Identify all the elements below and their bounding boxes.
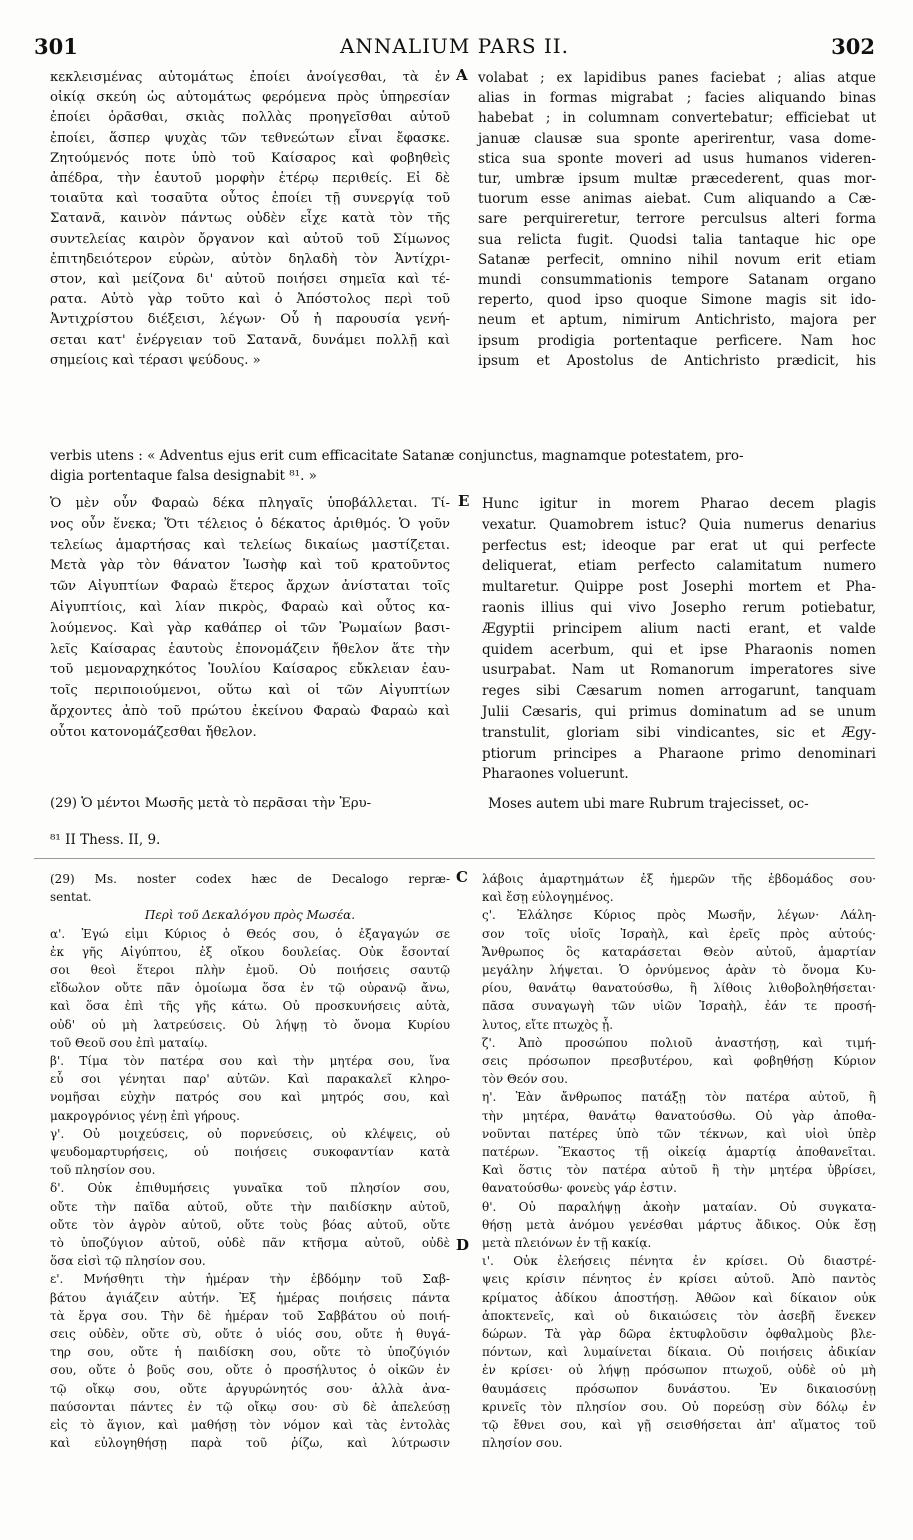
divider	[34, 858, 875, 859]
page-header	[34, 34, 875, 60]
footnote: ⁸¹ II Thess. II, 9.	[50, 832, 161, 848]
notes-left-column: (29) Ms. noster codex hæc de Decalogo repræ- sentat. Περὶ τοῦ Δεκαλόγου πρὸς Μωσέα. α'. Ἐγώ εἰμι Κύριος ὁ Θεός σου, ὁ ἐξαγαγών σε ἐκ γῆς Αἰγύπτου, ἐξ οἴκου δουλείας. Οὐκ ἔσονταί σοι θεοὶ ἕτεροι πλὴν ἐμοῦ. Οὐ ποιήσεις σαυτῷ εἴδωλον οὔτε πᾶν ὁμοίωμα ὅσα ἐν τῷ οὐρανῷ ἄνω, καὶ ὅσα ἐπὶ τῆς γῆς κάτω. Οὐ προσκυνήσεις αὐτὰ, οὐδ' οὐ μὴ λατρεύσεις. Οὐ λήψῃ τὸ ὄνομα Κυρίου τοῦ Θεοῦ σου ἐπὶ ματαίῳ. β'. Τίμα τὸν πατέρα σου καὶ τὴν μητέρα σου, ἵνα εὖ σοι γένηται παρ' αὐτῶν. Καὶ παρακαλεῖ κληρο- νομῆσαι εὐχὴν πατρός σου καὶ μητρός σου, καὶ μακρογρόνιος γένῃ ἐπὶ γήρους. γ'. Οὐ μοιχεύσεις, οὐ πορνεύσεις, οὐ κλέψεις, οὐ ψευδομαρτυρήσεις, οὐ ποιήσεις συκοφαντίαν κατὰ τοῦ πλησίον σου. δ'. Οὐκ ἐπιθυμήσεις γυναῖκα τοῦ πλησίον σου, οὔτε τὴν παῖδα αὐτοῦ, οὔτε τὴν παιδίσκην αὐτοῦ, οὔτε τὸν ἀγρὸν αὐτοῦ, οὔτε τοὺς βόας αὐτοῦ, οὔτε τὸ ὑποζύγιον αὐτοῦ, οὐδὲ πᾶν κτῆσμα αὐτοῦ, οὐδὲ ὅσα εἰσὶ τῷ πλησίον σου. ε'. Μνήσθητι τὴν ἡμέραν τὴν ἑβδόμην τοῦ Σαβ- βάτου ἁγιάζειν αὐτήν. Ἐξ ἡμέρας ποιήσεις πάντα τὰ ἔργα σου. Τὴν δὲ ἡμέραν τοῦ Σαββάτου οὐ ποιή- σεις οὐδὲν, οὔτε σὺ, οὔτε ὁ υἱός σου, οὔτε ἡ θυγά- τηρ σου, οὔτε ἡ παιδίσκη σου, οὔτε τὸ ὑποζύγιόν σου, οὔτε ὁ βοῦς σου, οὔτε ὁ προσήλυτος ὁ οἰκῶν ἐν τῷ οἴκῳ σου, οὔτε ἀργυρώνητός σου· ἀλλὰ ἀνα- παύσονται πάντες ἐν τῷ οἴκῳ σου· σὺ δὲ ἀπελεύσῃ εἰς τὸ ἅγιον, καὶ μαθήσῃ τὸν νόμον καὶ τὰς ἐντολὰς καὶ εὐλογηθήσῃ παρὰ τοῦ ῥίζω, καὶ λύτρωσιν	[50, 872, 450, 1451]
notes-right-column: λάβοις ἁμαρτημάτων ἐξ ἡμερῶν τῆς ἑβδομάδος σου· καὶ ἔσῃ εὐλογημένος. ς'. Ἐλάλησε Κύριος πρὸς Μωσῆν, λέγων· Λάλη- σον τοῖς υἱοῖς Ἰσραὴλ, καὶ ἐρεῖς πρὸς αὐτούς· Ἄνθρωπος ὃς καταράσεται Θεὸν αὐτοῦ, ἁμαρτίαν μεγάλην λήψεται. Ὁ ὀρνύμενος ἀρὰν τὸ ὄνομα Κυ- ρίου, θανάτῳ θανατούσθω, ἢ λίθοις λιθοβοληθήσεται· πᾶσα συναγωγὴ τῶν υἱῶν Ἰσραὴλ, ἐάν τε προσή- λυτος, εἴτε πτωχὸς ᾖ. ζ'. Ἀπὸ προσώπου πολιοῦ ἀναστήσῃ, καὶ τιμή- σεις πρόσωπον πρεσβυτέρου, καὶ φοβηθήσῃ Κύριον τὸν Θεόν σου. η'. Ἐὰν ἄνθρωπος πατάξῃ τὸν πατέρα αὐτοῦ, ἢ τὴν μητέρα, θανάτῳ θανατούσθω. Οὐ γὰρ ἀποθα- νοῦνται πατέρες ὑπὸ τῶν τέκνων, καὶ υἱοὶ ὑπὲρ πατέρων. Ἕκαστος τῇ οἰκείᾳ ἁμαρτίᾳ ἀποθανεῖται. Καὶ ὅστις τὸν πατέρα αὐτοῦ ἢ τὴν μητέρα ὑβρίσει, θανατούσθω· φονεὺς γάρ ἐστιν. θ'. Οὐ παραλήψῃ ἀκοὴν ματαίαν. Οὐ συγκατα- θήσῃ μετὰ ἀνόμου γενέσθαι μάρτυς ἄδικος. Οὐκ ἔσῃ μετὰ πλειόνων ἐν τῇ κακίᾳ. ι'. Οὐκ ἐλεήσεις πένητα ἐν κρίσει. Οὐ διαστρέ- ψεις κρίσιν πένητος ἐν κρίσει αὐτοῦ. Ἀπὸ παντὸς κρίματος ἀδίκου ἀποστήσῃ. Ἀθῶον καὶ δίκαιον οὐκ ἀποκτενεῖς, καὶ οὐ δικαιώσεις τὸν ἀσεβῆ ἕνεκεν δώρων. Τὰ γὰρ δῶρα ἐκτυφλοῦσιν ὀφθαλμοὺς βλε- πόντων, καὶ λυμαίνεται δίκαια. Οὐ ποιήσεις ἀδικίαν ἐν κρίσει· οὐ λήψῃ πρόσωπον πτωχοῦ, οὐδὲ οὐ μὴ θαυμάσεις πρόσωπον δυνάστου. Ἐν δικαιοσύνῃ κρινεῖς τὸν πλησίον σου. Οὐ πορεύσῃ σὺν δόλῳ ἐν τῷ ἔθνει σου, καὶ γῇ σεισθήσεται ἀπ' αἵματος τοῦ πλησίον σου.	[482, 872, 876, 1451]
right-page-number: 302	[831, 34, 875, 59]
running-title: ANNALIUM PARS II.	[339, 34, 570, 58]
margin-marker-c: C	[456, 868, 468, 886]
greek-column-1: κεκλεισμένας αὐτομάτως ἐποίει ἀνοίγεσθαι, τὰ ἐν οἰκίᾳ σκεύη ὡς αὐτομάτως φερόμενα πρὸς ὑπηρεσίαν ἐποίει ὁρᾶσθαι, σκιὰς πολλὰς προηγεῖσθαι αὐτοῦ ἐποίει, ἅσπερ ψυχὰς τῶν τεθνεώτων εἶναι ἔφασκε. Ζητούμενός ποτε ὑπὸ τοῦ Καίσαρος καὶ φοβηθεὶς ἀπέδρα, τὴν ἑαυτοῦ μορφὴν ἑτέρῳ περιθείς. Εἰ δὲ τοιαῦτα καὶ τοσαῦτα οὗτος ἐποίει τῇ συνεργίᾳ τοῦ Σατανᾶ, καινὸν πάντως οὐδὲν εἶχε κατὰ τὸν τῆς συντελείας καιρὸν ὄργανον καὶ αὐτοῦ τοῦ Σίμωνος ἐπιτηδειότερον εὑρὼν, αὐτὸν δηλαδὴ τὸν Ἀντίχρι- στον, καὶ μείζονα δι' αὐτοῦ ποιήσει σημεῖα καὶ τέ- ρατα. Αὐτὸ γὰρ τοῦτο καὶ ὁ Ἀπόστολος περὶ τοῦ Ἀντιχρίστου διέξεισι, λέγων· Οὗ ἡ παρουσία γενή- σεται κατ' ἐνέργειαν τοῦ Σατανᾶ, δυνάμει πολλῇ καὶ σημείοις καὶ τέρασι ψεύδους. »	[50, 70, 450, 368]
left-page-number: 301	[34, 34, 78, 59]
margin-marker-e: E	[458, 492, 470, 510]
greek-section-29: (29) Ὁ μέντοι Μωσῆς μετὰ τὸ περᾶσαι τὴν Ἐρυ-	[50, 796, 372, 811]
latin-section-29: Moses autem ubi mare Rubrum trajecisset, oc-	[488, 796, 809, 812]
margin-marker-d: D	[456, 1236, 470, 1254]
latin-spanning-line-1: verbis utens : « Adventus ejus erit cum efficacitate Satanæ conjunctus, magnamque potestatem, pro-	[50, 448, 744, 464]
latin-column-1: volabat ; ex lapidibus panes faciebat ; alias atque alias in formas migrabat ; facies aliquando binas habebat ; in columnam convertebatur; efficiebat ut januæ clausæ sua sponte aperirentur, vasa dome- stica sua sponte moveri ad usus humanos videren- tur, umbræ ipsum multæ præcederent, quas mor- tuorum esse animas aiebat. Cum aliquando a Cæ- sare perquireretur, terrore perculsus alteri forma sua relicta fugit. Quodsi talia tantaque hic ope Satanæ perfecit, omnino nihil novum erit etiam mundi consummationis tempore Satanam organo reperto, quod ipso quoque Simone magis sit ido- neum et aptum, nimirum Antichristo, majora per ipsum prodigia portentaque perficere. Nam hoc ipsum et Apostolus de Antichristo prædicit, his	[478, 70, 876, 369]
margin-marker-a: A	[456, 66, 468, 84]
latin-spanning-line-2: digia portentaque falsa designabit ⁸¹. »	[50, 468, 317, 484]
latin-column-2: Hunc igitur in morem Pharao decem plagis vexatur. Quamobrem istuc? Quia numerus denarius perfectus est; ideoque par erat ut qui perfecte deliquerat, etiam perfecto calamitatum numero multaretur. Quippe post Josephi mortem et Pha- raonis illius qui vivo Josepho rerum potiebatur, Ægyptii principem alium nacti erant, et valde quidem acerbum, qui et ipse Pharaonis nomen usurpabat. Nam ut Romanorum imperatores sive reges sibi Cæsarum nomen arrogarunt, tanquam Julii Cæsaris, qui primus dominatum ad se unum transtulit, gloriam sibi vindicantes, sic et Ægy- ptiorum principes a Pharaone primo denominari Pharaones voluerunt.	[482, 496, 876, 783]
greek-column-2: Ὁ μὲν οὖν Φαραὼ δέκα πληγαῖς ὑποβάλλεται. Τί- νος οὖν ἕνεκα; Ὅτι τέλειος ὁ δέκατος ἀριθμός. Ὁ γοῦν τελείως ἁμαρτήσας καὶ τελείως δικαίως μαστίζεται. Μετὰ γὰρ τὸν θάνατον Ἰωσὴφ καὶ τοῦ κρατοῦντος τῶν Αἰγυπτίων Φαραὼ ἕτερος ἄρχων ἀνίσταται τοῖς Αἰγυπτίοις, καὶ λίαν πικρὸς, Φαραὼ καὶ οὗτος κα- λούμενος. Καὶ γὰρ καθάπερ οἱ τῶν Ῥωμαίων βασι- λεῖς Καίσαρας ἑαυτοὺς ἐπονομάζειν ἤθελον ἅτε τὴν τοῦ μεμοναρχηκότος Ἰουλίου Καίσαρος εὔκλειαν ἑαυ- τοῖς περιποιούμενοι, οὕτω καὶ οἱ τῶν Αἰγυπτίων ἄρχοντες ἀπὸ τοῦ πρώτου ἐκείνου Φαραὼ Φαραὼ καὶ οὗτοι κατονομάζεσθαι ἤθελον.	[50, 496, 450, 740]
